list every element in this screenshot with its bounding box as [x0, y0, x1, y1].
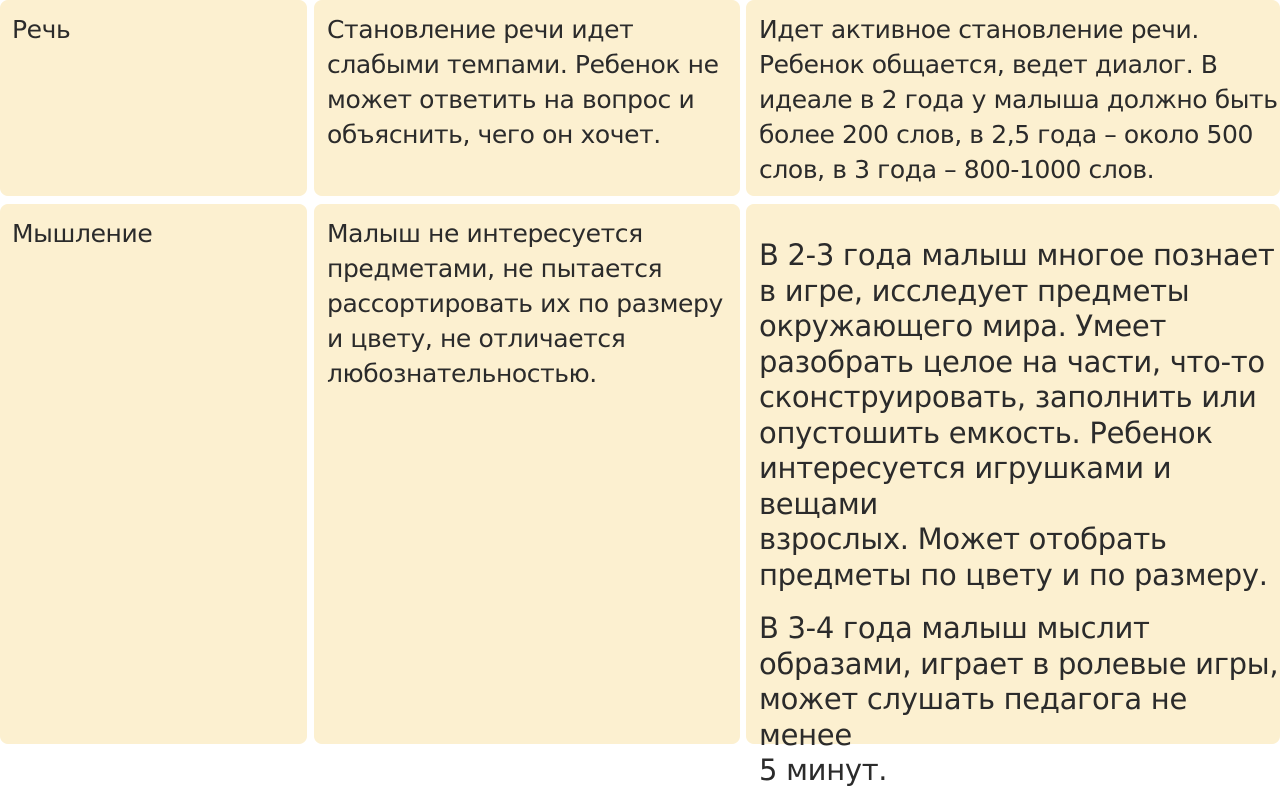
row-label: Мышление: [12, 219, 153, 248]
problem-text: Малыш не интересуется предметами, не пытается рассортировать их по размеру и цвету, не отличается любознательностью.: [327, 219, 723, 388]
row-thinking-label-cell: [0, 204, 307, 744]
row-speech-label-cell: [0, 0, 307, 196]
row-speech-problem-cell: [314, 0, 740, 196]
norm-text: Идет активное становление речи. Ребенок общается, ведет диалог. В идеале в 2 года у малыша должно быть более 200 слов, в 2,5 года – около 500 слов, в 3 года – 800-1000 слов.: [759, 15, 1278, 184]
problem-text: Становление речи идет слабыми темпами. Ребенок не может ответить на вопрос и объяснить, чего он хочет.: [327, 15, 719, 149]
norm-paragraph: В 3-4 года малыш мыслит образами, играет в ролевые игры, может слушать педагога не менее 5 минут.: [759, 611, 1279, 787]
row-thinking-norm-cell: [746, 204, 1280, 787]
row-thinking-problem-cell: [314, 204, 740, 744]
row-speech-norm-cell: [746, 0, 1280, 196]
row-label: Речь: [12, 15, 71, 44]
norm-paragraph: В 2-3 года малыш многое познает в игре, исследует предметы окружающего мира. Умеет разобрать целое на части, что-то сконструировать, заполнить или опустошить емкость. Ребенок интересуется игрушками и вещами взрослых. Может отобрать предметы по цвету и по размеру.: [759, 238, 1275, 592]
